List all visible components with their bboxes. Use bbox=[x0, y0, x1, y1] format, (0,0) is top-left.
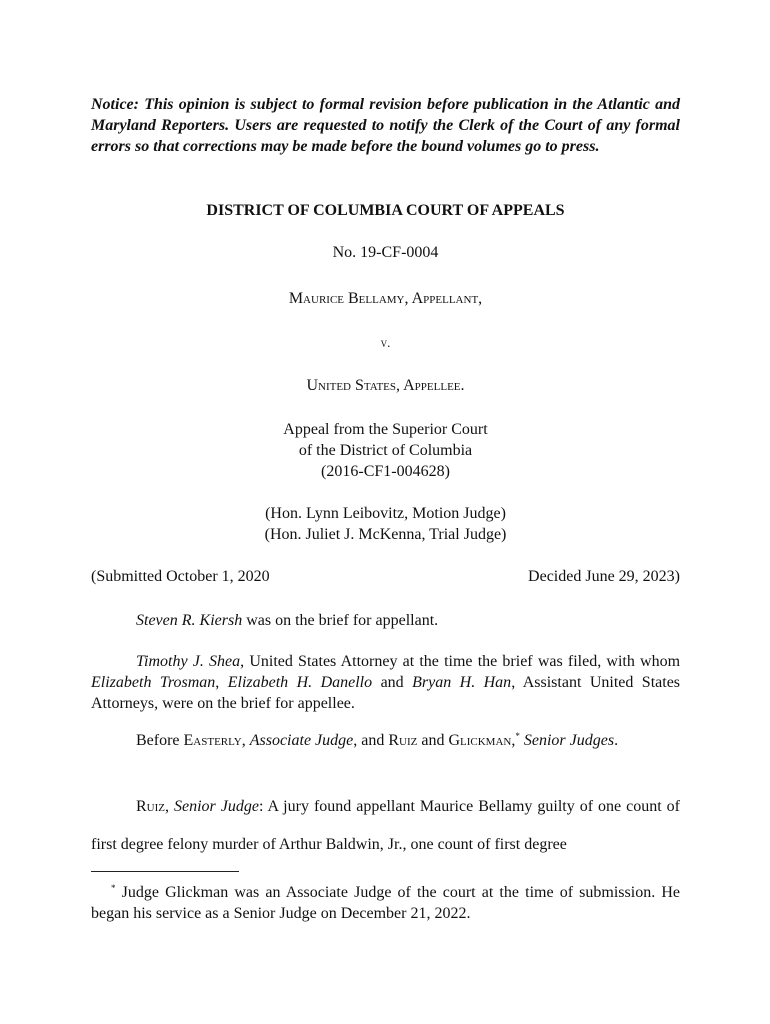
footnote-marker: * bbox=[515, 731, 520, 741]
counsel-appellant bbox=[91, 610, 680, 631]
docket-number: No. 19-CF-0004 bbox=[332, 244, 439, 261]
court-name: DISTRICT OF COLUMBIA COURT OF APPEALS bbox=[206, 202, 565, 219]
appeal-from-line: (2016-CF1-004628) bbox=[321, 463, 450, 480]
judge-title: Senior Judges bbox=[523, 732, 615, 749]
appeal-from-line: Appeal from the Superior Court bbox=[283, 421, 488, 438]
author-title: Senior Judge bbox=[174, 798, 259, 815]
appellee-attorney: Bryan H. Han bbox=[412, 674, 512, 691]
appellant-attorney: Steven R. Kiersh bbox=[136, 612, 243, 629]
panel-text: Before bbox=[136, 732, 184, 749]
panel-text: and bbox=[417, 732, 449, 749]
dates-line bbox=[91, 566, 680, 587]
motion-judge: (Hon. Lynn Leibovitz, Motion Judge) bbox=[265, 505, 506, 522]
counsel-text: , bbox=[215, 674, 228, 691]
judge-title: Associate Judge bbox=[249, 732, 354, 749]
counsel-text: and bbox=[372, 674, 413, 691]
appeal-from-line: of the District of Columbia bbox=[298, 442, 473, 459]
appellant-caption: Maurice Bellamy, Appellant, bbox=[288, 290, 483, 307]
footnote bbox=[91, 882, 680, 924]
judge-name: Ruiz bbox=[388, 732, 418, 749]
appellee-caption: United States, Appellee. bbox=[306, 377, 465, 394]
lower-court-judges bbox=[91, 503, 680, 545]
footnote-marker: * bbox=[111, 883, 116, 893]
counsel-text: , United States Attorney at the time the brief was filed, with whom bbox=[240, 653, 681, 670]
judge-name: Easterly bbox=[183, 732, 242, 749]
opinion-author: Ruiz bbox=[136, 798, 165, 815]
counsel-appellee bbox=[91, 651, 680, 714]
panel-text: . bbox=[614, 732, 619, 749]
appeal-from bbox=[91, 419, 680, 482]
decided-date: Decided June 29, 2023) bbox=[528, 568, 680, 585]
panel-text: , and bbox=[353, 732, 389, 749]
opinion-text: : A jury found appellant Maurice Bellamy guilty of one count of first degree felony murder of Arthur Baldwin, Jr., one count of first degree bbox=[91, 798, 680, 853]
counsel-text: , Assistant United States Attorneys, were on the brief for appellee. bbox=[91, 674, 681, 712]
submitted-date: (Submitted October 1, 2020 bbox=[91, 568, 270, 585]
judge-name: Glickman, bbox=[448, 732, 516, 749]
counsel-text: was on the brief for appellant. bbox=[242, 612, 439, 629]
footnote-text: Judge Glickman was an Associate Judge of the court at the time of submission. He began his service as a Senior Judge on December 21, 2022. bbox=[91, 884, 680, 922]
opinion-body: Ruiz, Senior Judge: A jury found appellant Maurice Bellamy guilty of one count of first degree felony murder of Arthur Baldwin, Jr., one count of first degree bbox=[91, 798, 680, 853]
footnote-divider bbox=[91, 871, 239, 872]
appellee-attorney: Elizabeth Trosman bbox=[91, 674, 216, 691]
versus: v. bbox=[380, 335, 391, 350]
appellee-attorney: Elizabeth H. Danello bbox=[227, 674, 373, 691]
trial-judge: (Hon. Juliet J. McKenna, Trial Judge) bbox=[264, 526, 507, 543]
appellee-attorney: Timothy J. Shea bbox=[136, 653, 241, 670]
panel-line: Before Easterly, Associate Judge, and Ruiz and Glickman,* Senior Judges. bbox=[136, 731, 619, 749]
publication-notice: Notice: This opinion is subject to formal revision before publication in the Atlantic and Maryland Reporters. Users are requested to notify the Clerk of the Court of any formal errors so that corrections may be made before the bound volumes go to press. bbox=[91, 96, 680, 155]
